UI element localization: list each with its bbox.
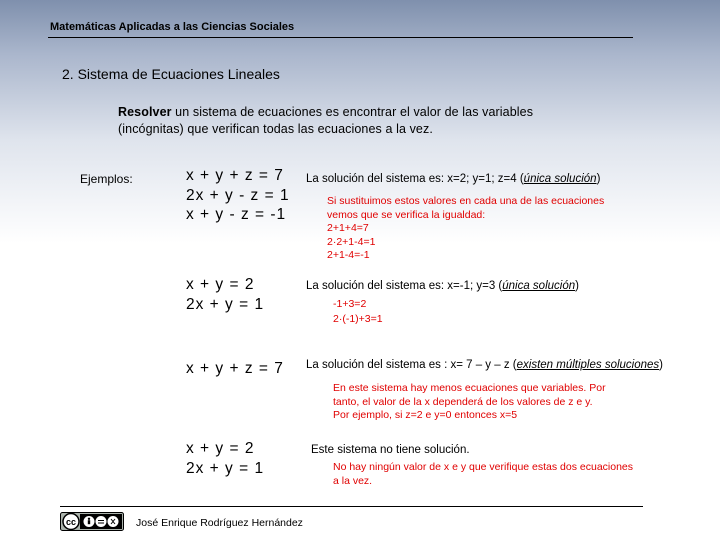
example-2-solution <box>306 280 579 292</box>
detail-line: 2+1+4=7 <box>327 222 369 234</box>
example-2-equations <box>186 275 264 314</box>
equation: 2x + y = 1 <box>186 295 265 313</box>
creative-commons-license-icon <box>60 512 124 531</box>
solution-text: La solución del sistema es: x=-1; y=3 ( <box>306 280 503 292</box>
example-1-solution <box>306 173 600 185</box>
solution-suffix: ) <box>575 280 579 292</box>
equation: 2x + y = 1 <box>186 459 265 477</box>
footer-author: José Enrique Rodríguez Hernández <box>136 517 303 529</box>
solution-text: La solución del sistema es: x=2; y=1; z=4 ( <box>306 173 524 185</box>
section-title: 2. Sistema de Ecuaciones Lineales <box>62 66 280 82</box>
solution-text: La solución del sistema es : x= 7 – y – z ( <box>306 359 517 371</box>
equation: x + y + z = 7 <box>186 360 284 377</box>
solution-suffix: ) <box>596 173 601 185</box>
equation: x + y - z = -1 <box>186 206 287 223</box>
detail-line: vemos que se verifica la igualdad: <box>327 208 486 221</box>
example-4-equations <box>186 439 264 478</box>
detail-line: 2·(-1)+3=1 <box>333 313 383 325</box>
equation: x + y + z = 7 <box>186 167 284 184</box>
footer-divider <box>60 506 643 507</box>
examples-label: Ejemplos: <box>80 172 133 186</box>
equation: x + y = 2 <box>186 440 255 457</box>
example-2-details <box>333 297 383 327</box>
equation: 2x + y - z = 1 <box>186 186 290 204</box>
example-1-details <box>327 195 604 263</box>
detail-line: En este sistema hay menos ecuaciones que variables. Por <box>333 382 606 394</box>
header-divider <box>48 37 633 38</box>
solution-note: única solución <box>502 280 576 292</box>
detail-line: tanto, el valor de la x dependerá de los valores de z e y. <box>333 395 593 408</box>
example-4-solution: Este sistema no tiene solución. <box>311 444 470 456</box>
detail-line: No hay ningún valor de x e y que verifique estas dos ecuaciones <box>333 461 634 473</box>
example-3-equations <box>186 359 284 379</box>
detail-line: 2·2+1-4=1 <box>327 235 376 248</box>
example-1-equations <box>186 166 290 225</box>
intro-line-2: (incógnitas) que verifican todas las ecuaciones a la vez. <box>118 122 433 136</box>
example-3-solution <box>306 359 663 371</box>
header-title: Matemáticas Aplicadas a las Ciencias Sociales <box>50 21 295 33</box>
intro-bold-word: Resolver <box>118 105 172 119</box>
detail-line: -1+3=2 <box>333 298 367 310</box>
intro-line-1-rest: un sistema de ecuaciones es encontrar el valor de las variables <box>171 105 534 119</box>
detail-line: 2+1-4=-1 <box>327 249 370 261</box>
cc-logo-text: cc <box>65 517 77 527</box>
example-3-details <box>333 382 606 423</box>
solution-note: existen múltiples soluciones <box>516 359 660 371</box>
detail-line: a la vez. <box>333 474 373 487</box>
example-4-details <box>333 461 633 488</box>
detail-line: Si sustituimos estos valores en cada una de las ecuaciones <box>327 195 605 207</box>
intro-paragraph <box>118 104 578 138</box>
equation: x + y = 2 <box>186 276 255 293</box>
solution-note: única solución <box>523 173 597 185</box>
intro-line-1 <box>118 104 578 121</box>
detail-line: Por ejemplo, si z=2 e y=0 entonces x=5 <box>333 409 518 421</box>
solution-suffix: ) <box>659 359 664 371</box>
